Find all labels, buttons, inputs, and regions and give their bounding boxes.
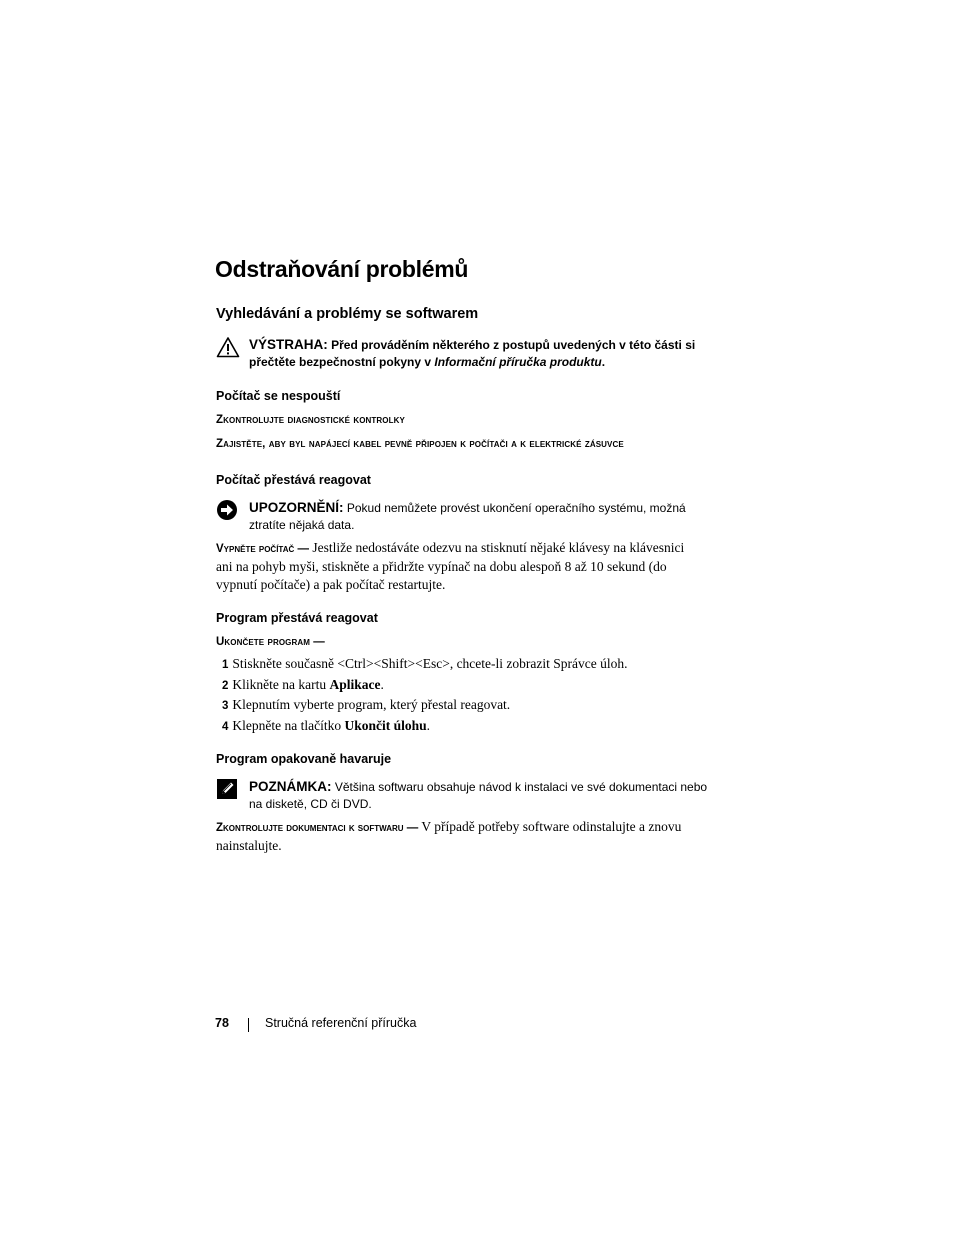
notice-text: UPOZORNĚNÍ: Pokud nemůžete provést ukončení operačního systému, možná ztratíte nějaká data. xyxy=(249,500,686,532)
section-title: Vyhledávání a problémy se softwarem xyxy=(216,306,479,322)
turn-off-computer-label: Vypněte počítač — xyxy=(216,543,309,555)
footer-title: Stručná referenční příručka xyxy=(265,1016,417,1030)
page-number: 78 xyxy=(215,1016,229,1030)
check-software-docs-paragraph: Zkontrolujte dokumentaci k softwaru — V případě potřeby software odinstalujte a znovu nainstalujte. xyxy=(216,819,682,853)
warning-text: VÝSTRAHA: Před prováděním některého z postupů uvedených v této části si přečtěte bezpečnostní pokyny v Informační příručka produktu. xyxy=(249,337,696,369)
turn-off-computer-paragraph: Vypněte počítač — Jestliže nedostáváte odezvu na stisknutí nějaké klávesy na klávesnici ani na pohyb myši, stiskněte a přidržte vypínač na dobu alespoň 8 až 10 sekund (do vypnutí počítače) a pak počítač restartujte. xyxy=(216,540,685,592)
notice-arrow-icon xyxy=(216,499,240,521)
heading-computer-stops-responding: Počítač přestává reagovat xyxy=(216,473,371,487)
footer-divider xyxy=(248,1018,249,1032)
note-pencil-icon xyxy=(216,778,240,800)
note-label: POZNÁMKA: xyxy=(249,779,332,794)
chapter-title: Odstraňování problémů xyxy=(215,256,469,282)
warning-triangle-icon xyxy=(216,336,240,358)
list-item: 1 Stiskněte současně <Ctrl><Shift><Esc>, chcete-li zobrazit Správce úloh. xyxy=(222,656,628,671)
list-item: 2 Klikněte na kartu Aplikace. xyxy=(222,676,384,692)
end-program-steps xyxy=(222,654,628,736)
heading-computer-wont-start: Počítač se nespouští xyxy=(216,389,341,403)
note-text: POZNÁMKA: Většina softwaru obsahuje návod k instalaci ve své dokumentaci nebo na disketě, CD či DVD. xyxy=(249,779,708,811)
end-program-label: Ukončete program — xyxy=(216,636,325,648)
heading-program-crashes: Program opakovaně havaruje xyxy=(216,752,392,766)
warning-label: VÝSTRAHA: xyxy=(249,337,328,352)
check-power-cable: Zajistěte, aby byl napájecí kabel pevně připojen k počítači a k elektrické zásuvce xyxy=(216,438,624,450)
product-guide-title: Informační příručka produktu xyxy=(434,355,602,369)
list-item: 4 Klepněte na tlačítko Ukončit úlohu. xyxy=(222,717,431,733)
heading-program-stops-responding: Program přestává reagovat xyxy=(216,611,378,625)
list-item: 3 Klepnutím vyberte program, který přestal reagovat. xyxy=(222,697,511,712)
notice-label: UPOZORNĚNÍ: xyxy=(249,500,344,515)
check-diagnostic-lights: Zkontrolujte diagnostické kontrolky xyxy=(216,414,405,426)
check-software-docs-label: Zkontrolujte dokumentaci k softwaru — xyxy=(216,822,419,834)
